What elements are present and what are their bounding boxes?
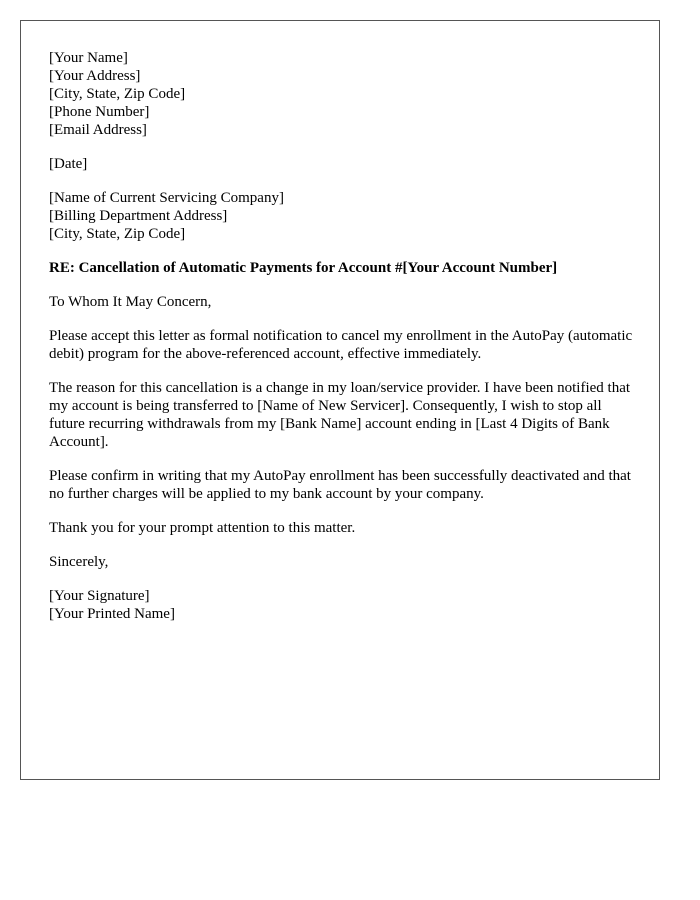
recipient-department-address: [Billing Department Address] — [49, 208, 228, 224]
sender-address: [Your Address] — [49, 68, 141, 84]
letter-body — [49, 49, 634, 623]
closing: Sincerely, — [49, 554, 109, 570]
paragraph-confirmation: Please confirm in writing that my AutoPay enrollment has been successfully deactivated and that no further charges will be applied to my bank account by your company. — [49, 468, 631, 502]
recipient-city-state-zip: [City, State, Zip Code] — [49, 226, 186, 242]
sender-block — [49, 49, 634, 139]
paragraph-notification: Please accept this letter as formal notification to cancel my enrollment in the AutoPay (automatic debit) program for the above-referenced account, effective immediately. — [49, 328, 633, 362]
sender-email: [Email Address] — [49, 122, 147, 138]
subject-line: RE: Cancellation of Automatic Payments for Account #[Your Account Number] — [49, 260, 558, 276]
paragraph-reason: The reason for this cancellation is a change in my loan/service provider. I have been notified that my account is being transferred to [Name of New Servicer]. Consequently, I wish to stop all future recurring withdrawals from my [Bank Name] account ending in [Last 4 Digits of Bank Account]. — [49, 380, 631, 450]
sender-name: [Your Name] — [49, 50, 128, 66]
signature-block — [49, 587, 634, 623]
salutation: To Whom It May Concern, — [49, 294, 212, 310]
signature-placeholder: [Your Signature] — [49, 588, 150, 604]
paragraph-thanks: Thank you for your prompt attention to this matter. — [49, 520, 356, 536]
recipient-company: [Name of Current Servicing Company] — [49, 190, 284, 206]
sender-city-state-zip: [City, State, Zip Code] — [49, 86, 186, 102]
date-block — [49, 155, 634, 173]
letter-page — [20, 20, 660, 780]
printed-name: [Your Printed Name] — [49, 606, 175, 622]
sender-phone: [Phone Number] — [49, 104, 150, 120]
recipient-block — [49, 189, 634, 243]
letter-date: [Date] — [49, 156, 88, 172]
